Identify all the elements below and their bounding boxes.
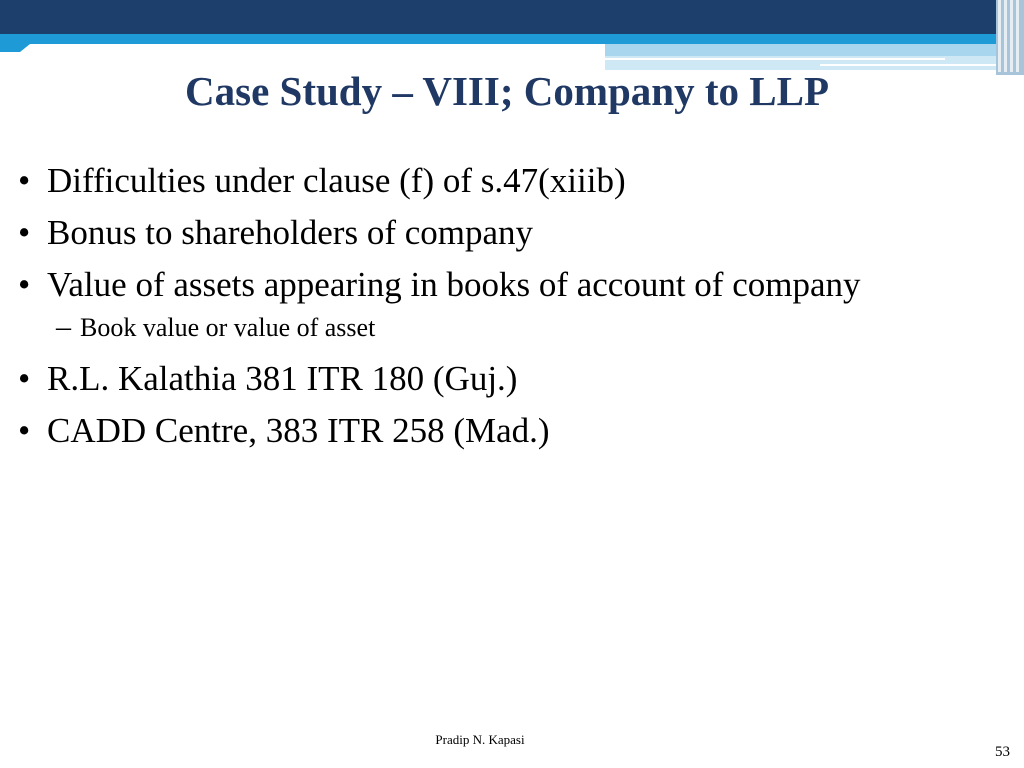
- bullet-item: [18, 405, 1008, 457]
- bullet-text: R.L. Kalathia 381 ITR 180 (Guj.): [47, 359, 518, 398]
- bullet-icon: •: [18, 411, 31, 450]
- sub-bullet-text: Book value or value of asset: [80, 313, 376, 342]
- bullet-text: Bonus to shareholders of company: [47, 213, 534, 252]
- bullet-item: [18, 353, 1008, 405]
- bullet-item: [18, 259, 1008, 311]
- bullet-text: CADD Centre, 383 ITR 258 (Mad.): [47, 411, 550, 450]
- bullet-icon: •: [18, 161, 31, 200]
- bullet-item: [18, 155, 1008, 207]
- bullet-item: [18, 207, 1008, 259]
- bullet-text: Difficulties under clause (f) of s.47(xiiib): [47, 161, 626, 200]
- page-number: 53: [995, 744, 1010, 760]
- slide-title: Case Study – VIII; Company to LLP: [185, 68, 829, 114]
- bullet-text: Value of assets appearing in books of account of company: [47, 265, 861, 304]
- bullet-icon: •: [18, 265, 31, 304]
- footer-author: Pradip N. Kapasi: [435, 732, 525, 747]
- bullet-list: [18, 155, 1008, 457]
- dash-icon: –: [56, 310, 71, 343]
- bullet-icon: •: [18, 359, 31, 398]
- sub-bullet-item: [18, 307, 1008, 349]
- bullet-icon: •: [18, 213, 31, 252]
- header-banner: [0, 0, 1024, 75]
